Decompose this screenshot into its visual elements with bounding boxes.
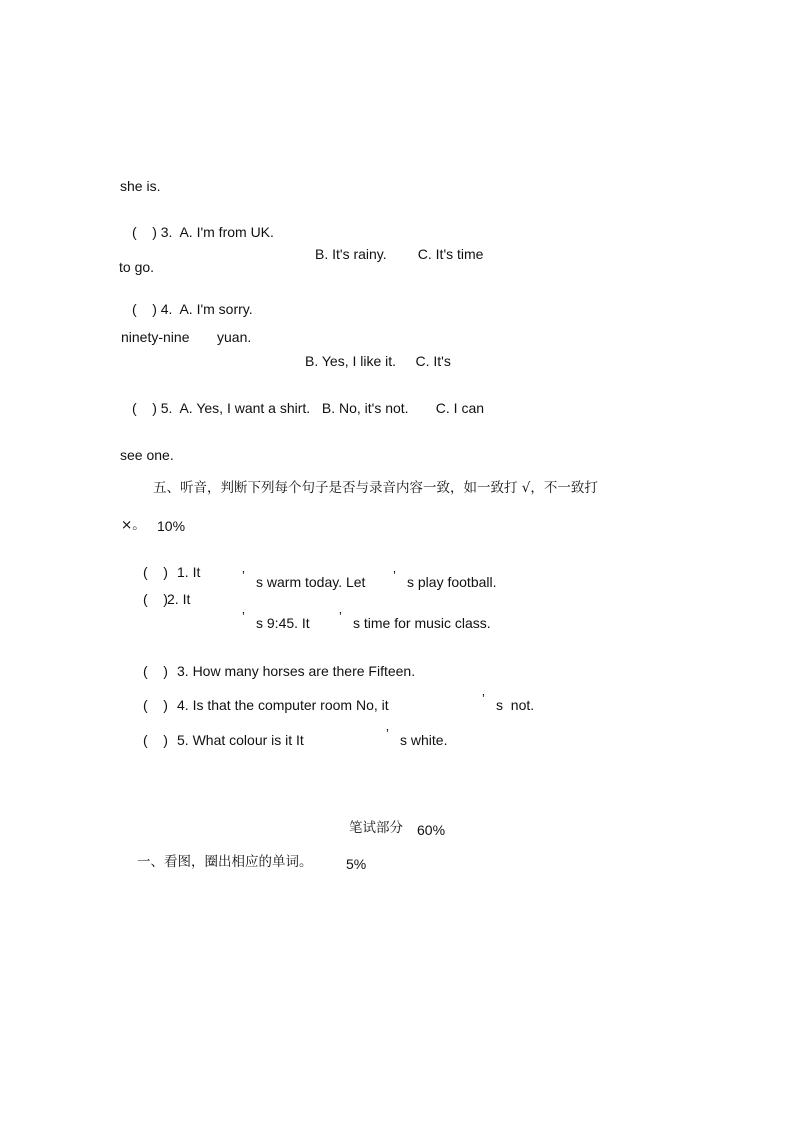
item-1-text-b: s warm today. Let: [256, 574, 366, 590]
line-she-is: she is.: [120, 178, 161, 194]
item-3-paren: ( ): [143, 663, 168, 679]
written-section-1-points: 5%: [346, 856, 367, 872]
written-part-points: 60%: [417, 822, 446, 838]
item-5-apostrophe: ’: [386, 726, 389, 741]
section-5-title: 五、听音，判断下列每个句子是否与录音内容一致，如一致打 √，不一致打: [153, 480, 598, 496]
item-4-apostrophe: ’: [482, 691, 485, 706]
item-5-paren: ( ): [143, 732, 168, 748]
item-5-text-a: 5. What colour is it It: [177, 732, 304, 748]
question-5-continuation: see one.: [120, 447, 174, 463]
item-2-text-c: s time for music class.: [353, 615, 491, 631]
question-3-stem: ( ) 3. A. I'm from UK.: [132, 224, 274, 240]
item-1-text-a: 1. It: [177, 564, 201, 580]
item-5-text-b: s white.: [400, 732, 448, 748]
item-4-text-b: s not.: [496, 697, 535, 713]
item-1-paren: ( ): [143, 564, 168, 580]
question-4-continuation-a: ninety-nine: [121, 329, 190, 345]
item-2-apostrophe-1: ’: [242, 609, 245, 624]
item-2-apostrophe-2: ’: [339, 609, 342, 624]
item-4-paren: ( ): [143, 697, 168, 713]
item-2-paren: ( ): [143, 591, 168, 607]
item-3-text: 3. How many horses are there Fifteen.: [177, 663, 416, 679]
item-1-apostrophe-2: ’: [393, 568, 396, 583]
question-4-stem: ( ) 4. A. I'm sorry.: [132, 301, 253, 317]
question-4-continuation-b: yuan.: [217, 329, 252, 345]
question-5-stem: ( ) 5. A. Yes, I want a shirt. B. No, it's not. C. I can: [132, 400, 485, 416]
section-5-points: 10%: [157, 518, 186, 534]
item-4-text-a: 4. Is that the computer room No, it: [177, 697, 389, 713]
question-3-options-bc: B. It's rainy. C. It's time: [315, 246, 484, 262]
item-2-text-a: 2. It: [167, 591, 191, 607]
question-3-continuation: to go.: [119, 259, 155, 275]
item-1-text-c: s play football.: [407, 574, 497, 590]
item-2-text-b: s 9:45. It: [256, 615, 310, 631]
written-section-1-title: 一、看图，圈出相应的单词。: [137, 854, 313, 870]
section-5-mark: ×。: [121, 517, 146, 533]
item-1-apostrophe-1: ’: [242, 568, 245, 583]
written-part-heading: 笔试部分: [349, 820, 403, 836]
question-4-options-bc: B. Yes, I like it. C. It's: [305, 353, 451, 369]
